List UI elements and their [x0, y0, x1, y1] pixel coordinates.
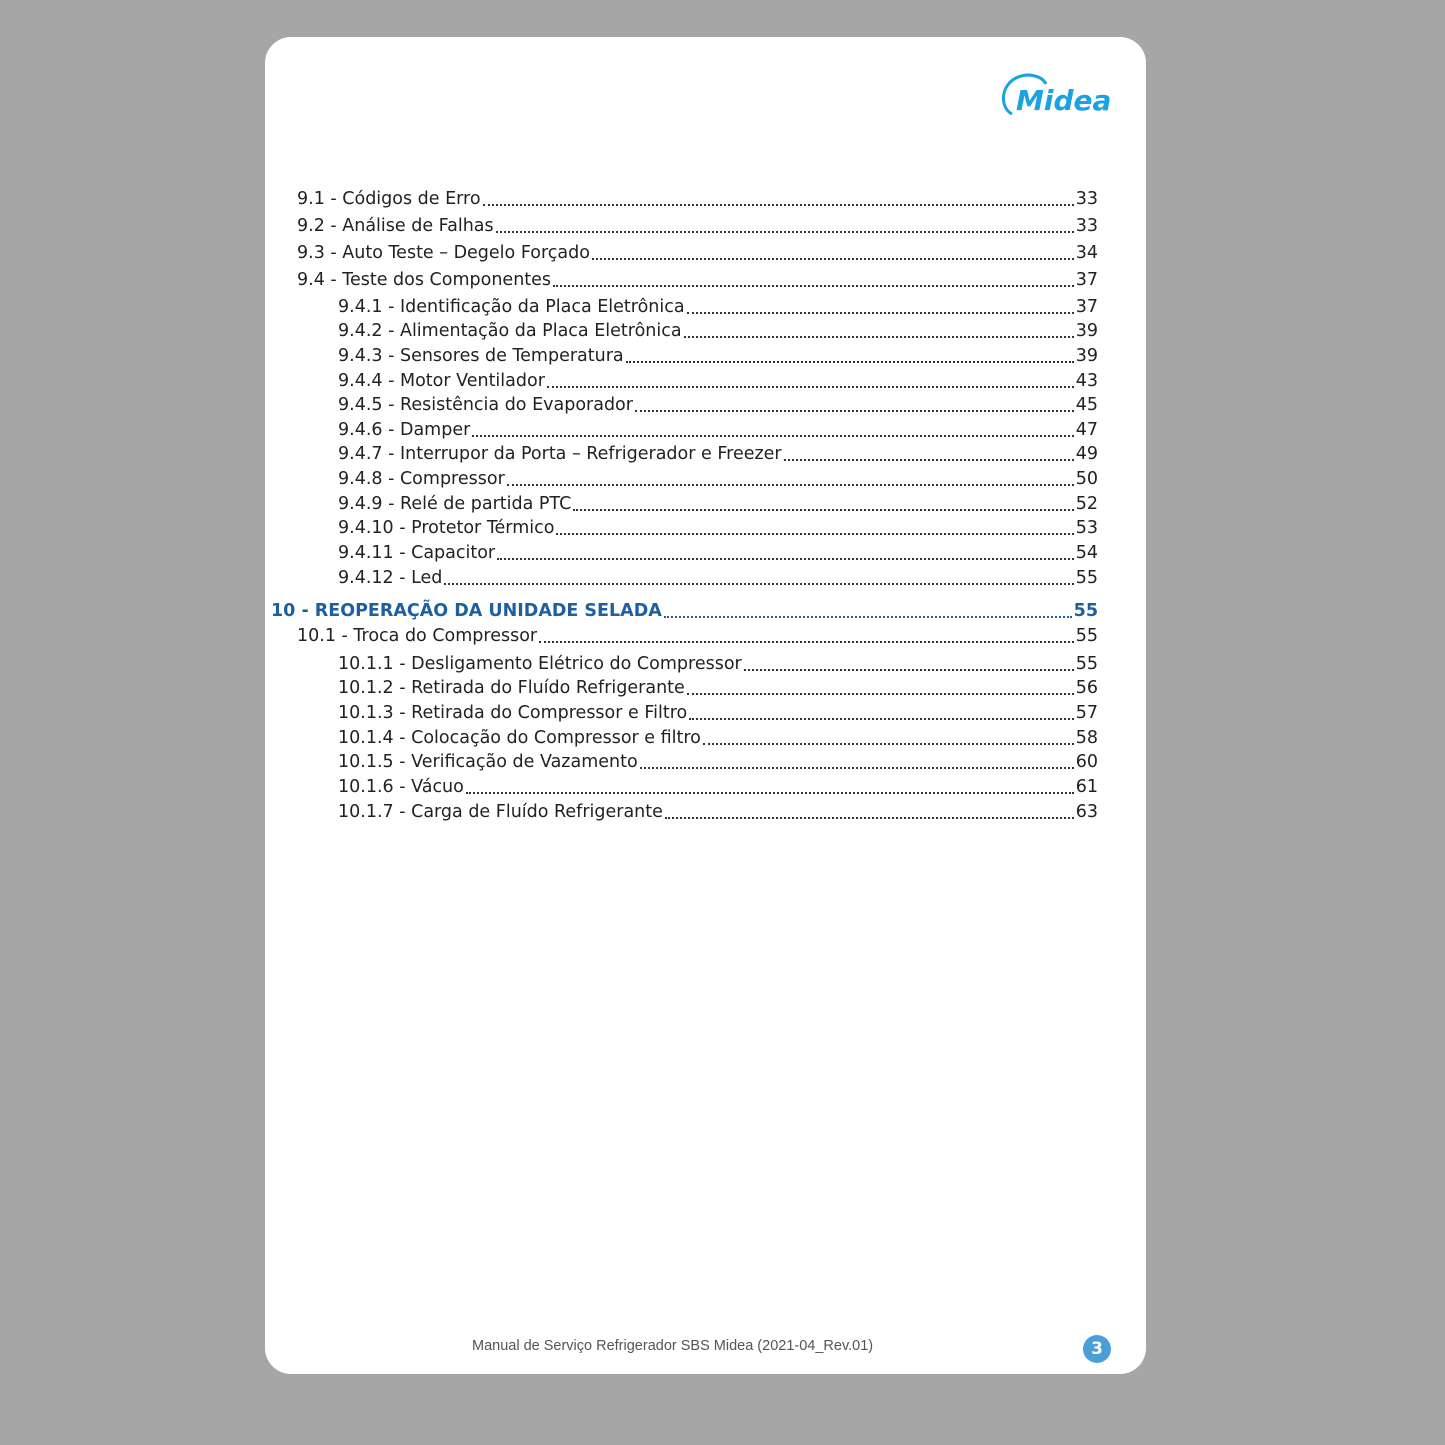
toc-entry[interactable] [338, 442, 1098, 466]
toc-entry[interactable] [338, 344, 1098, 368]
leader-dots [665, 817, 1074, 819]
toc-entry[interactable] [297, 187, 1098, 211]
toc-entry[interactable] [338, 566, 1098, 590]
toc-entry-label: 10.1.7 - Carga de Fluído Refrigerante [338, 802, 663, 822]
toc-entry[interactable] [297, 214, 1098, 238]
toc-entry-label: 9.4.12 - Led [338, 568, 443, 588]
toc-entry-label: 9.4.1 - Identificação da Placa Eletrônica [338, 297, 685, 317]
leader-dots [664, 616, 1072, 618]
toc-entry[interactable] [338, 541, 1098, 565]
toc-entry[interactable] [338, 726, 1098, 750]
toc-entry-label: 9.4.6 - Damper [338, 420, 471, 440]
leader-dots [592, 258, 1074, 260]
toc-entry-page: 50 [1075, 469, 1098, 489]
leader-dots [556, 533, 1073, 535]
toc-entry[interactable] [297, 241, 1098, 265]
leader-dots [689, 718, 1073, 720]
toc-entry[interactable] [338, 516, 1098, 540]
toc-entry-label: 9.4.2 - Alimentação da Placa Eletrônica [338, 321, 682, 341]
toc-entry[interactable] [297, 624, 1098, 648]
toc-entry-page: 49 [1075, 444, 1098, 464]
toc-entry[interactable] [338, 800, 1098, 824]
toc-entry[interactable] [338, 295, 1098, 319]
midea-logo [998, 70, 1118, 122]
leader-dots [744, 669, 1074, 671]
toc-entry-page: 63 [1075, 802, 1098, 822]
svg-text:Midea: Midea [1016, 84, 1112, 117]
toc-entry[interactable] [338, 418, 1098, 442]
leader-dots [444, 583, 1073, 585]
leader-dots [483, 204, 1074, 206]
leader-dots [507, 484, 1074, 486]
toc-entry[interactable] [338, 676, 1098, 700]
toc-entry-label: 9.2 - Análise de Falhas [297, 216, 494, 236]
leader-dots [497, 558, 1074, 560]
toc-section-heading[interactable] [271, 599, 1098, 623]
leader-dots [784, 459, 1074, 461]
toc-entry-page: 58 [1075, 728, 1098, 748]
leader-dots [684, 336, 1074, 338]
toc-entry[interactable] [338, 369, 1098, 393]
toc-entry-page: 43 [1075, 371, 1098, 391]
toc-entry-label: 9.4.3 - Sensores de Temperatura [338, 346, 624, 366]
toc-entry-page: 61 [1075, 777, 1098, 797]
toc-entry-page: 37 [1075, 297, 1098, 317]
toc-entry-page: 33 [1075, 189, 1098, 209]
toc-entry-label: 10.1.5 - Verificação de Vazamento [338, 752, 638, 772]
leader-dots [635, 410, 1074, 412]
leader-dots [640, 767, 1074, 769]
footer-text: Manual de Serviço Refrigerador SBS Midea (2021-04_Rev.01) [472, 1338, 874, 1354]
toc-entry[interactable] [338, 492, 1098, 516]
toc-entry-page: 55 [1075, 654, 1098, 674]
toc-entry-label: 9.3 - Auto Teste – Degelo Forçado [297, 243, 590, 263]
leader-dots [539, 641, 1074, 643]
toc-entry-label: 9.4.9 - Relé de partida PTC [338, 494, 572, 514]
toc-entry[interactable] [338, 701, 1098, 725]
toc-entry-label: 9.4.11 - Capacitor [338, 543, 496, 563]
leader-dots [573, 509, 1073, 511]
toc-entry-page: 39 [1075, 321, 1098, 341]
toc-entry-page: 55 [1075, 626, 1098, 646]
page-number-badge: 3 [1083, 1335, 1111, 1363]
toc-entry-page: 39 [1075, 346, 1098, 366]
toc-entry-page: 53 [1075, 518, 1098, 538]
toc-entry[interactable] [338, 750, 1098, 774]
leader-dots [626, 361, 1074, 363]
toc-entry-label: 10.1.1 - Desligamento Elétrico do Compressor [338, 654, 742, 674]
toc-entry-page: 47 [1075, 420, 1098, 440]
toc-entry-label: 9.1 - Códigos de Erro [297, 189, 481, 209]
toc-entry[interactable] [338, 393, 1098, 417]
leader-dots [703, 743, 1074, 745]
toc-entry-label: 9.4.7 - Interrupor da Porta – Refrigerador e Freezer [338, 444, 782, 464]
toc-entry-page: 56 [1075, 678, 1098, 698]
toc-entry-label: 10.1.4 - Colocação do Compressor e filtro [338, 728, 701, 748]
toc-entry-page: 55 [1075, 568, 1098, 588]
toc-entry-label: 9.4.8 - Compressor [338, 469, 505, 489]
toc-entry-page: 55 [1073, 601, 1098, 621]
toc-entry[interactable] [338, 652, 1098, 676]
toc-entry[interactable] [297, 268, 1098, 292]
toc-entry-page: 34 [1075, 243, 1098, 263]
toc-entry-page: 52 [1075, 494, 1098, 514]
leader-dots [472, 435, 1073, 437]
toc-entry-page: 37 [1075, 270, 1098, 290]
toc-entry-label: 10.1 - Troca do Compressor [297, 626, 538, 646]
leader-dots [687, 312, 1074, 314]
toc-entry-page: 54 [1075, 543, 1098, 563]
leader-dots [687, 693, 1074, 695]
toc-entry-label: 9.4.5 - Resistência do Evaporador [338, 395, 633, 415]
toc-entry-label: 9.4.4 - Motor Ventilador [338, 371, 545, 391]
toc-entry-page: 33 [1075, 216, 1098, 236]
toc-entry-page: 57 [1075, 703, 1098, 723]
toc-entry[interactable] [338, 467, 1098, 491]
leader-dots [466, 792, 1074, 794]
toc-entry-label: 9.4.10 - Protetor Térmico [338, 518, 555, 538]
leader-dots [496, 231, 1074, 233]
leader-dots [547, 386, 1074, 388]
leader-dots [553, 285, 1074, 287]
toc-entry-page: 45 [1075, 395, 1098, 415]
toc-entry-label: 10.1.6 - Vácuo [338, 777, 464, 797]
toc-entry-label: 10.1.3 - Retirada do Compressor e Filtro [338, 703, 688, 723]
toc-entry-label: 9.4 - Teste dos Componentes [297, 270, 552, 290]
toc-entry-label: 10.1.2 - Retirada do Fluído Refrigerante [338, 678, 685, 698]
toc-entry-page: 60 [1075, 752, 1098, 772]
toc-entry[interactable] [338, 319, 1098, 343]
toc-entry[interactable] [338, 775, 1098, 799]
toc-entry-label: 10 - REOPERAÇÃO DA UNIDADE SELADA [271, 601, 662, 621]
